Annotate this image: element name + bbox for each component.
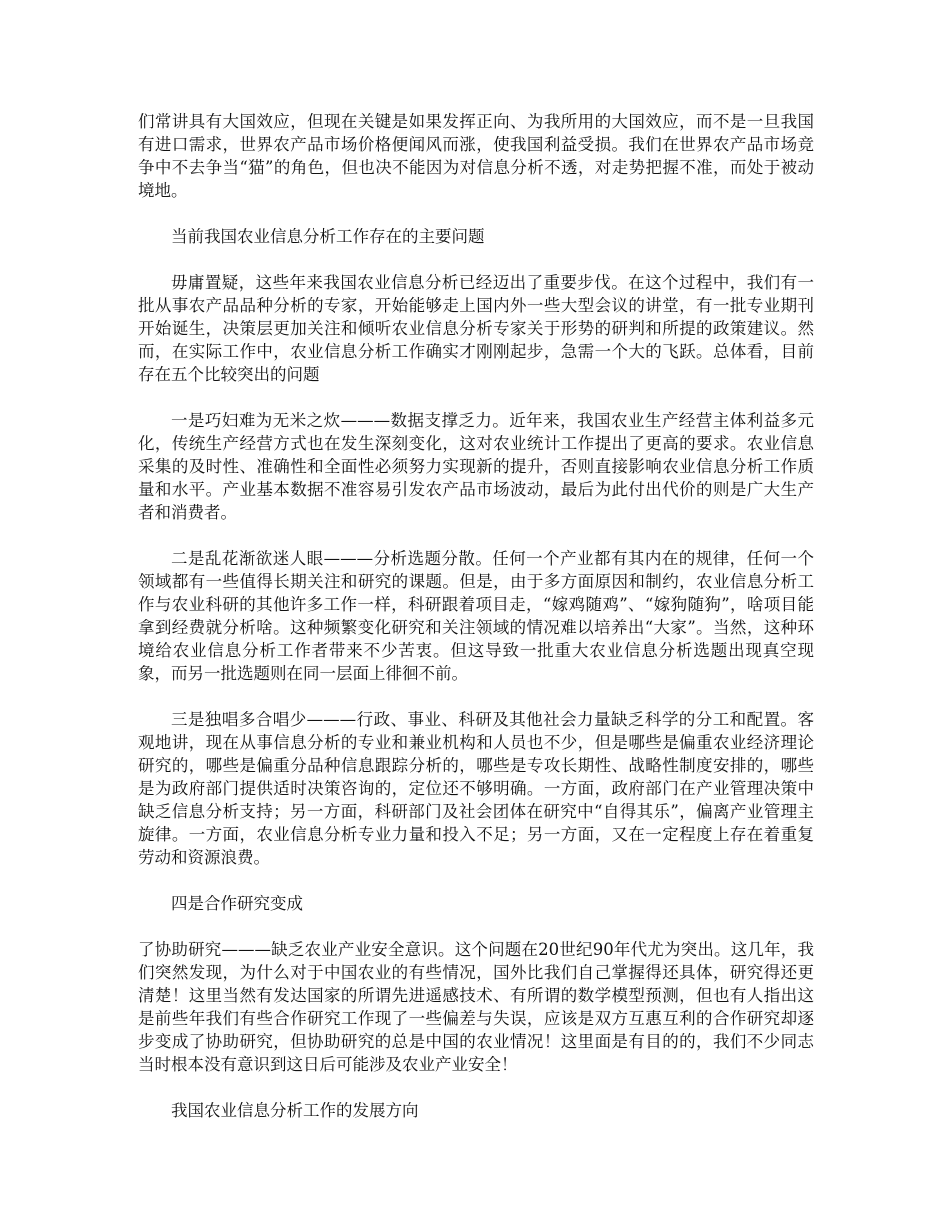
section-heading-main-problems: 当前我国农业信息分析工作存在的主要问题 [171,227,485,246]
paragraph-problem-two: 二是乱花渐欲迷人眼———分析选题分散。任何一个产业都有其内在的规律，任何一个领域都有一些值得长期关注和研究的课题。但是，由于多方面原因和制约，农业信息分析工作与农业科研的其他许多工作一样，科研跟着项目走，“嫁鸡随鸡”、“嫁狗随狗”，啥项目能拿到经费就分析啥。这种频繁变化研究和关注领域的情况难以培养出“大家”。当然，这种环境给农业信息分析工作者带来不少苦衷。但这导致一批重大农业信息分析选题出现真空现象，而另一批选题则在同一层面上徘徊不前。 [138,549,814,683]
paragraph-problem-four-body: 了协助研究———缺乏农业产业安全意识。这个问题在20世纪90年代尤为突出。这几年，我们突然发现，为什么对于中国农业的有些情况，国外比我们自己掌握得还具体，研究得还更清楚！这里当然有发达国家的所谓先进遥感技术、有所谓的数学模型预测，但也有人指出这是前些年我们有些合作研究工作现了一些偏差与失误，应该是双方互惠互利的合作研究却逐步变成了协助研究，但协助研究的总是中国的农业情况！这里面是有目的的，我们不少同志当时根本没有意识到这日后可能涉及农业产业安全！ [138,940,814,1074]
paragraph-intro-problems: 毋庸置疑，这些年来我国农业信息分析已经迈出了重要步伐。在这个过程中，我们有一批从事农产品品种分析的专家，开始能够走上国内外一些大型会议的讲堂，有一批专业期刊开始诞生，决策层更加关注和倾听农业信息分析专家关于形势的研判和所提的政策建议。然而，在实际工作中，农业信息分析工作确实才刚刚起步，急需一个大的飞跃。总体看，目前存在五个比较突出的问题 [138,273,814,384]
paragraph-problem-one: 一是巧妇难为无米之炊———数据支撑乏力。近年来，我国农业生产经营主体利益多元化，传统生产经营方式也在发生深刻变化，这对农业统计工作提出了更高的要求。农业信息采集的及时性、准确性和全面性必须努力实现新的提升，否则直接影响农业信息分析工作质量和水平。产业基本数据不准容易引发农产品市场波动，最后为此付出代价的则是广大生产者和消费者。 [138,411,814,522]
section-heading-development-direction: 我国农业信息分析工作的发展方向 [171,1101,419,1120]
paragraph-problem-three: 三是独唱多合唱少———行政、事业、科研及其他社会力量缺乏科学的分工和配置。客观地讲，现在从事信息分析的专业和兼业机构和人员也不少，但是哪些是偏重农业经济理论研究的，哪些是偏重分品种信息跟踪分析的，哪些是专攻长期性、战略性制度安排的，哪些是为政府部门提供适时决策咨询的，定位还不够明确。一方面，政府部门在产业管理决策中缺乏信息分析支持；另一方面，科研部门及社会团体在研究中“自得其乐”，偏离产业管理主旋律。一方面，农业信息分析专业力量和投入不足；另一方面，又在一定程度上存在着重复劳动和资源浪费。 [138,710,814,867]
paragraph-problem-four-heading: 四是合作研究变成 [171,894,303,913]
paragraph-continuation: 们常讲具有大国效应，但现在关键是如果发挥正向、为我所用的大国效应，而不是一旦我国有进口需求，世界农产品市场价格便闻风而涨，使我国利益受损。我们在世界农产品市场竞争中不去争当“猫”的角色，但也决不能因为对信息分析不透，对走势把握不准，而处于被动境地。 [138,112,814,200]
document-page [138,110,814,1145]
